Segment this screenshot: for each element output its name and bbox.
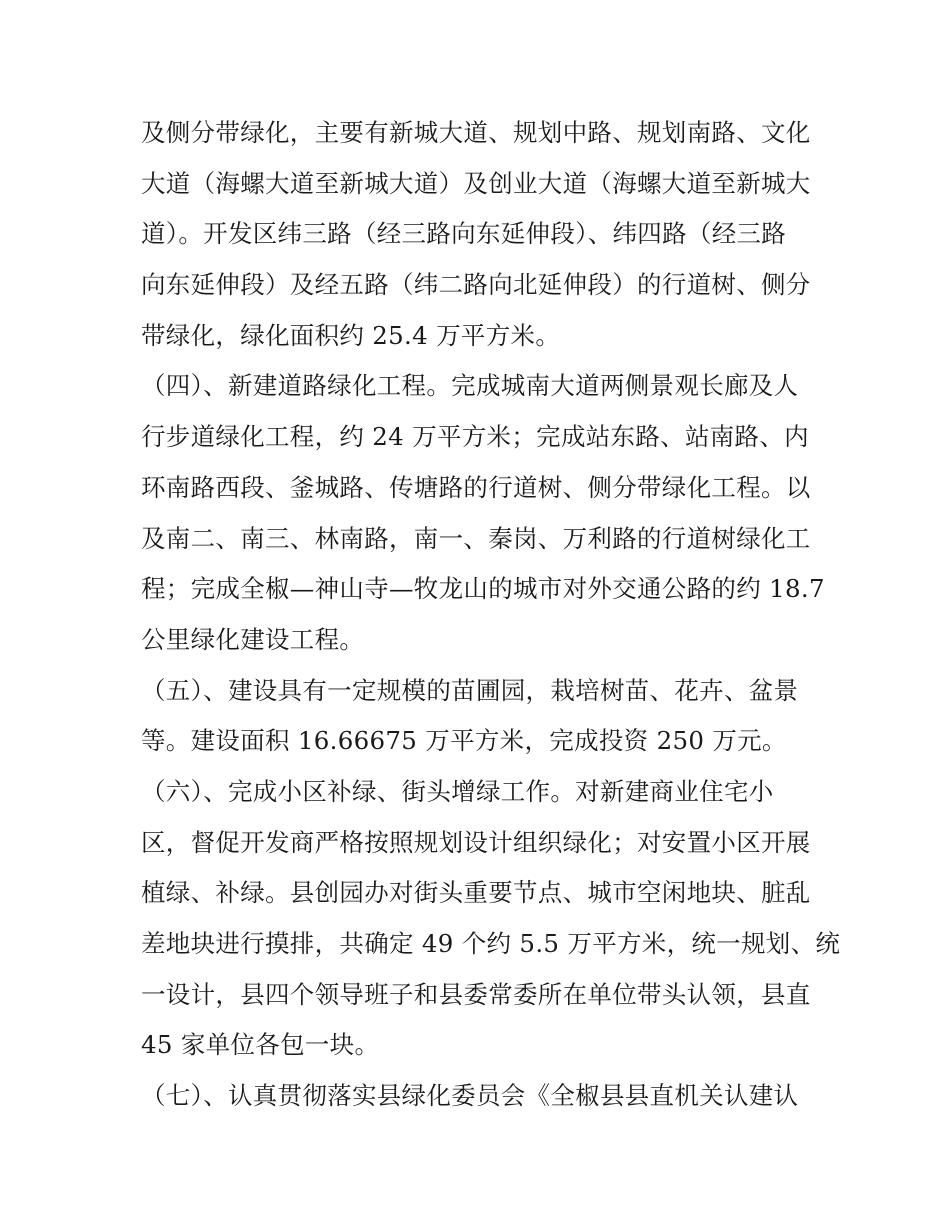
text-line: 45 家单位各包一块。: [141, 1030, 380, 1060]
text-line: 植绿、补绿。县创园办对街头重要节点、城市空闲地块、脏乱: [141, 878, 811, 908]
paragraph-section-four: [141, 361, 825, 665]
text-line: 向东延伸段）及经五路（纬二路向北延伸段）的行道树、侧分: [141, 270, 811, 300]
text-line: （五）、建设具有一定规模的苗圃园，栽培树苗、花卉、盆景: [141, 675, 799, 705]
text-line: 大道（海螺大道至新城大道）及创业大道（海螺大道至新城大: [141, 168, 811, 198]
text-line: 一设计，县四个领导班子和县委常委所在单位带头认领，县直: [141, 979, 811, 1009]
text-line: 道）。开发区纬三路（经三路向东延伸段）、纬四路（经三路: [141, 219, 787, 249]
text-line: 区，督促开发商严格按照规划设计组织绿化；对安置小区开展: [141, 827, 811, 857]
text-line: 等。建设面积 16.66675 万平方米，完成投资 250 万元。: [141, 726, 787, 756]
text-line: 环南路西段、釜城路、传塘路的行道树、侧分带绿化工程。以: [141, 472, 811, 502]
text-line: 带绿化，绿化面积约 25.4 万平方米。: [141, 320, 561, 350]
paragraph-section-seven: [141, 1071, 813, 1122]
document-body: [141, 108, 841, 1122]
text-line: 及侧分带绿化，主要有新城大道、规划中路、规划南路、文化: [141, 118, 811, 147]
text-line: 行步道绿化工程，约 24 万平方米；完成站东路、站南路、内: [141, 422, 809, 452]
text-line: 差地块进行摸排，共确定 49 个约 5.5 万平方米，统一规划、统: [141, 929, 841, 958]
paragraph-road-greening: [141, 108, 813, 361]
text-line: （七）、认真贯彻落实县绿化委员会《全椒县县直机关认建认: [141, 1081, 799, 1111]
paragraph-section-five: [141, 666, 813, 767]
paragraph-section-six: [141, 767, 841, 1071]
text-line: 公里绿化建设工程。: [141, 624, 365, 654]
text-line: （四）、新建道路绿化工程。完成城南大道两侧景观长廊及人: [141, 371, 799, 401]
text-line: 及南二、南三、林南路，南一、秦岗、万利路的行道树绿化工: [141, 523, 811, 553]
text-line: （六）、完成小区补绿、街头增绿工作。对新建商业住宅小: [141, 776, 774, 806]
text-line: 程；完成全椒—神山寺—牧龙山的城市对外交通公路的约 18.7: [141, 574, 825, 604]
